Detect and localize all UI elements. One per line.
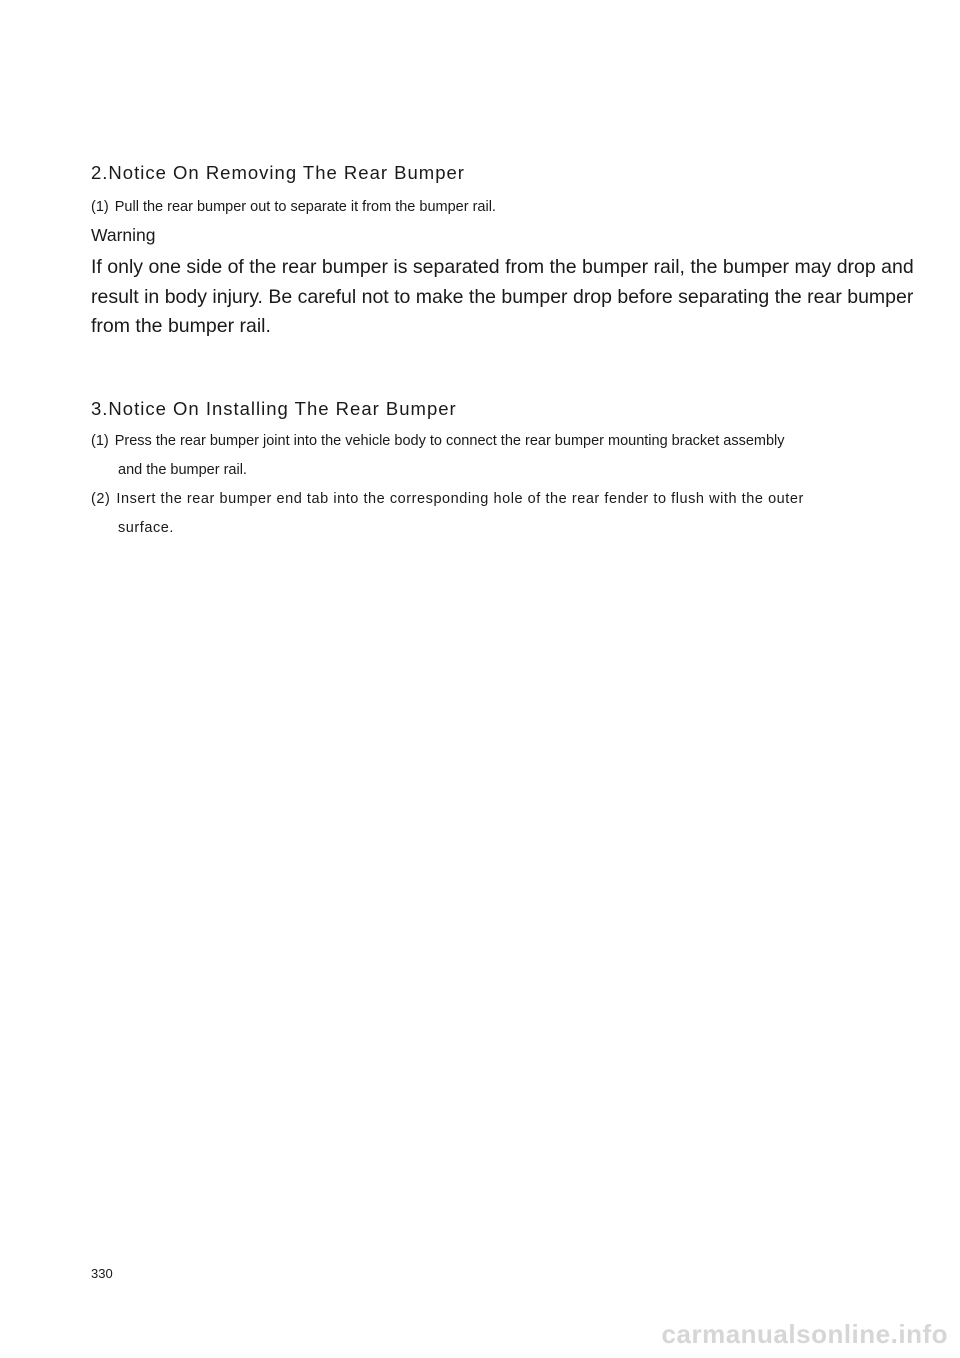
warning-line: from the bumper rail. [91, 315, 271, 337]
step-text-continued: and the bumper rail. [118, 462, 247, 478]
install-step-1 [91, 427, 881, 485]
page-number: 330 [91, 1266, 113, 1281]
step-number: (2) [91, 491, 111, 507]
removal-step-1 [91, 193, 881, 222]
warning-line: result in body injury. Be careful not to make the bumper drop before separating the rear bumper [91, 285, 914, 308]
warning-title: Warning [91, 225, 156, 245]
step-text-continued: surface. [118, 520, 174, 536]
section-heading-removing: 2.Notice On Removing The Rear Bumper [91, 162, 465, 183]
install-step-2 [91, 485, 881, 543]
watermark: carmanualsonline.info [661, 1319, 948, 1349]
warning-line: If only one side of the rear bumper is separated from the bumper rail, the bumper may drop and [91, 256, 914, 278]
step-number: (1) [91, 199, 109, 215]
section-heading-installing: 3.Notice On Installing The Rear Bumper [91, 398, 457, 419]
step-text: Pull the rear bumper out to separate it from the bumper rail. [114, 199, 496, 215]
warning-text [91, 253, 914, 342]
step-text: Press the rear bumper joint into the vehicle body to connect the rear bumper mounting bracket assembly [114, 433, 785, 449]
step-number: (1) [91, 433, 109, 449]
step-text: Insert the rear bumper end tab into the corresponding hole of the rear fender to flush with the outer [116, 491, 804, 507]
